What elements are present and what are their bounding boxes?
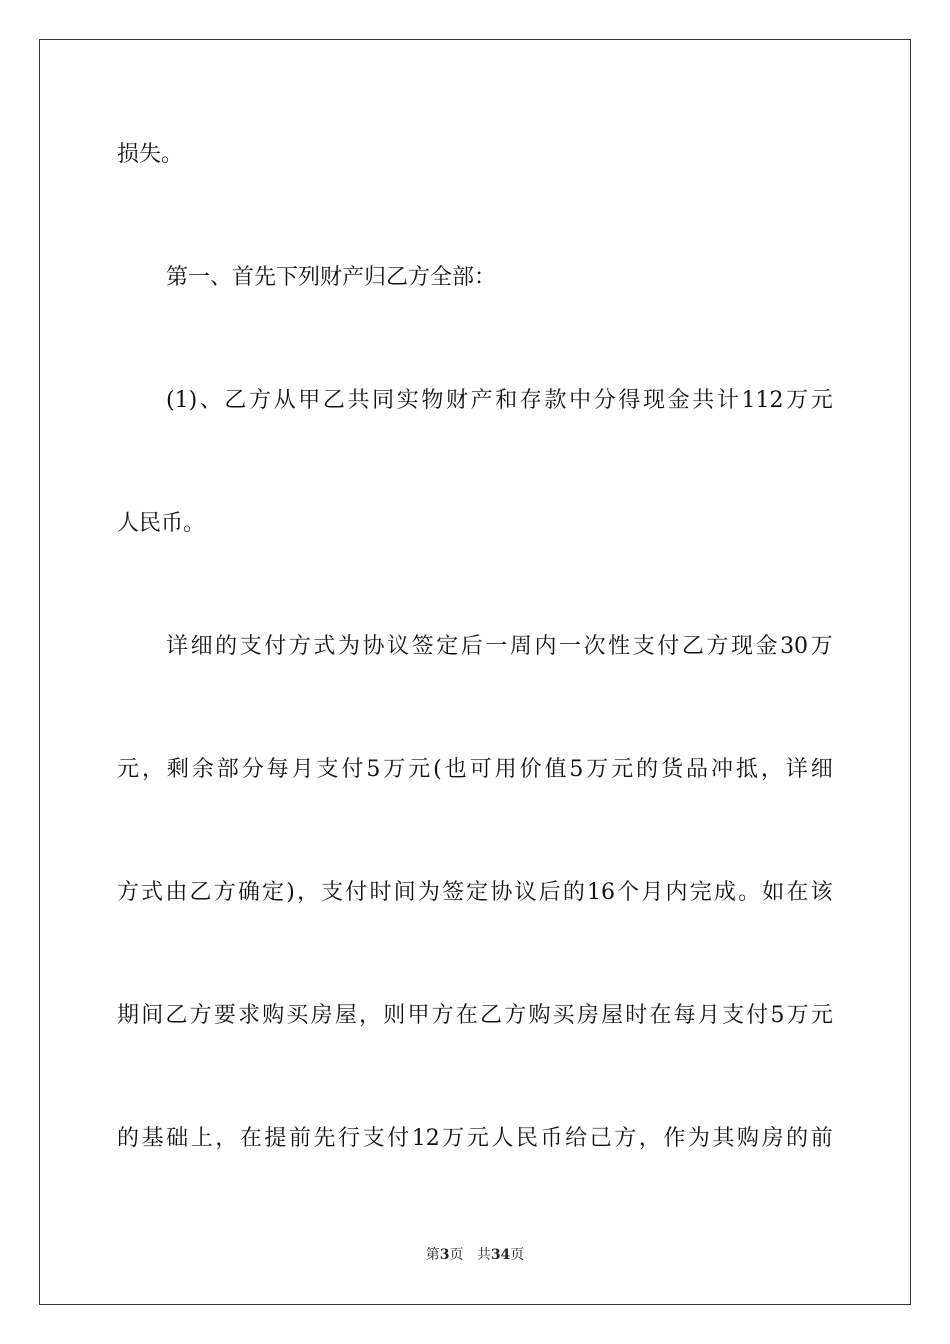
footer-total-suffix: 页 xyxy=(510,1247,525,1263)
text-line-6: 元 ， 剩 余 部 分 每 月 支 付 5 万 元 ( 也 可 用 价 值 5 万 元 的 货 品 冲 抵 ， 详 细 xyxy=(117,757,833,782)
text-line-4: 人民币。 xyxy=(117,511,206,536)
text-line-7: 方 式 由 乙 方 确 定 ) ， 支 付 时 间 为 签 定 协 议 后 的 16 个 月 内 完 成 。 如 在 该 xyxy=(117,880,833,905)
text-line-1: 损失。 xyxy=(117,142,184,167)
page-border xyxy=(39,39,911,1305)
text-line-2: 第一、首先下列财产归乙方全部： xyxy=(166,265,497,290)
footer-page-suffix: 页 xyxy=(449,1247,464,1263)
text-line-5: 详 细 的 支 付 方 式 为 协 议 签 定 后 一 周 内 一 次 性 支 付 乙 方 现 金 30 万 xyxy=(166,634,833,659)
footer-total-pages: 34 xyxy=(490,1247,511,1263)
text-line-8: 期 间 乙 方 要 求 购 买 房 屋 ， 则 甲 方 在 乙 方 购 买 房 屋 时 在 每 月 支 付 5 万 元 xyxy=(117,1003,833,1028)
footer-page-prefix: 第 xyxy=(425,1247,440,1263)
footer-page-number: 3 xyxy=(439,1247,450,1263)
text-line-3: (1) 、 乙 方 从 甲 乙 共 同 实 物 财 产 和 存 款 中 分 得 现 金 共 计 112 万 元 xyxy=(166,388,833,413)
text-line-9: 的 基 础 上 ， 在 提 前 先 行 支 付 12 万 元 人 民 币 给 己 方 ， 作 为 其 购 房 的 前 xyxy=(117,1126,833,1151)
footer-total-prefix: 共 xyxy=(476,1247,491,1263)
page-footer xyxy=(0,1246,950,1264)
